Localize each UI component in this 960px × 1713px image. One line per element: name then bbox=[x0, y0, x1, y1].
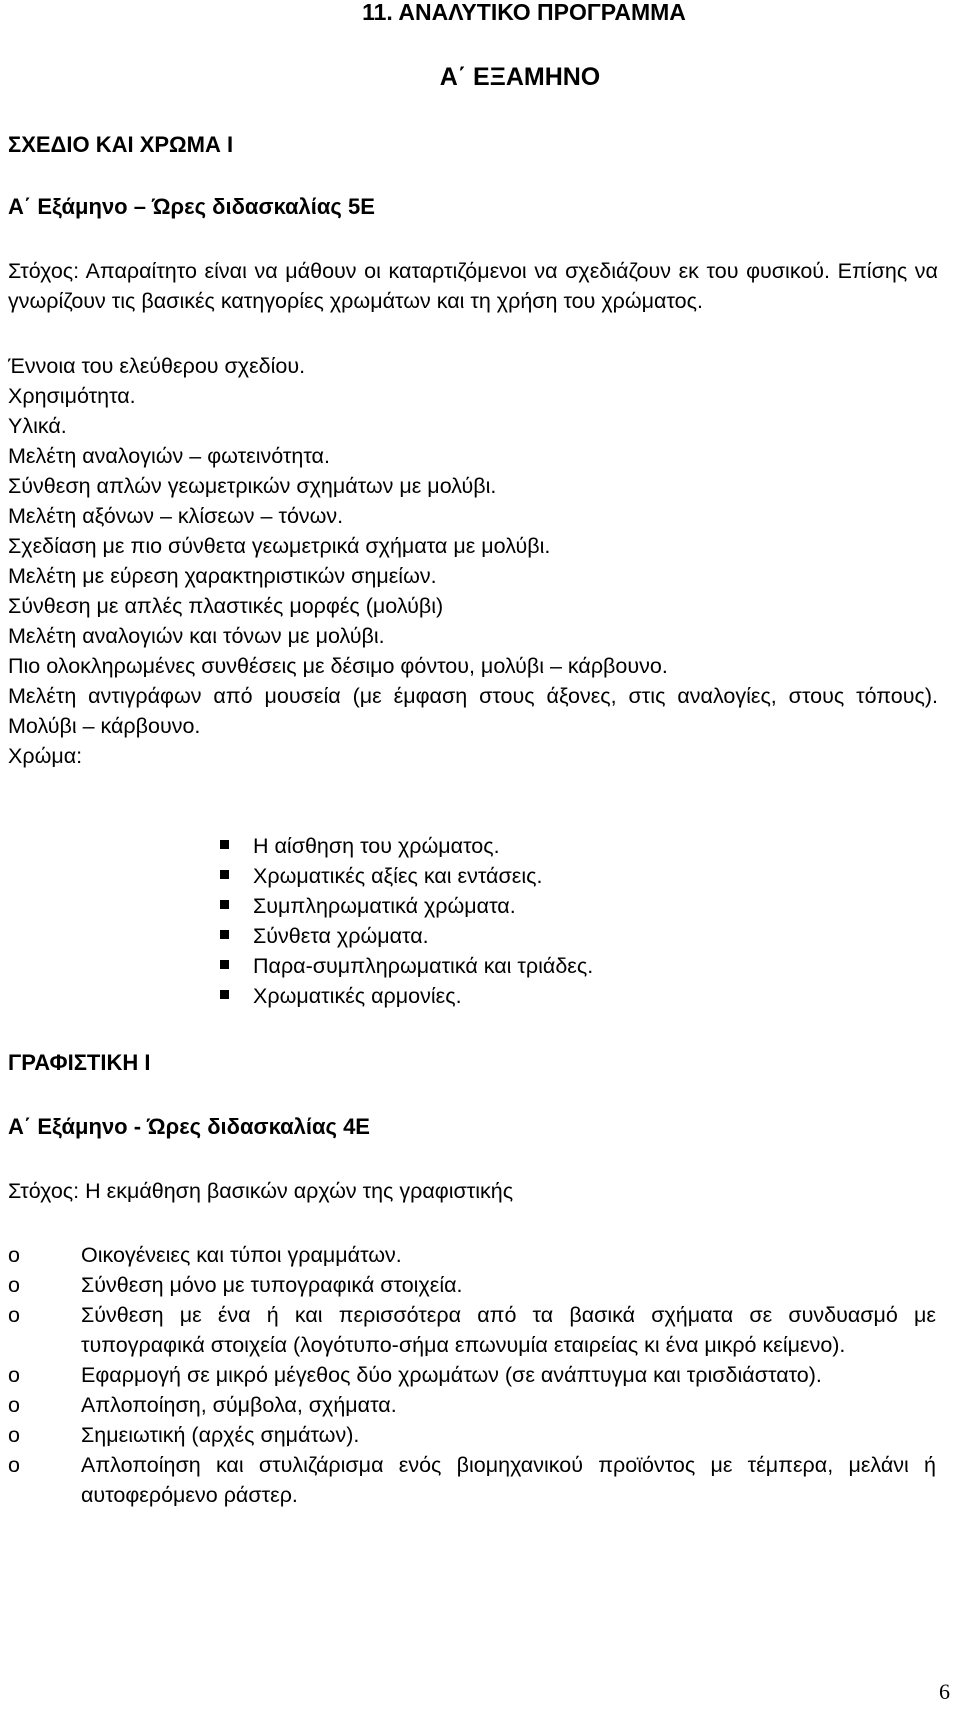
color-list bbox=[208, 831, 808, 1011]
topic-line: Πιο ολοκληρωμένες συνθέσεις με δέσιμο φόντου, μολύβι – κάρβουνο. bbox=[8, 654, 668, 678]
list-item: Χρωματικές αξίες και εντάσεις. bbox=[208, 861, 808, 891]
circle-bullet-icon: o bbox=[8, 1243, 20, 1267]
topic-line: Μελέτη αξόνων – κλίσεων – τόνων. bbox=[8, 504, 344, 528]
square-bullet-icon bbox=[220, 900, 229, 909]
square-bullet-icon bbox=[220, 960, 229, 969]
course1-hours: Α΄ Εξάμηνο – Ώρες διδασκαλίας 5Ε bbox=[8, 194, 375, 219]
circle-bullet-icon: o bbox=[8, 1273, 20, 1297]
list-item: o Σημειωτική (αρχές σημάτων). bbox=[8, 1420, 936, 1450]
list-item: o Σύνθεση με ένα ή και περισσότερα από τα βασικά σχήματα σε συνδυασμό με τυπογραφικά στοιχεία (λογότυπο-σήμα επωνυμία εταιρείας κι ένα μικρό κείμενο). bbox=[8, 1300, 936, 1360]
topic-line: Μελέτη με εύρεση χαρακτηριστικών σημείων. bbox=[8, 564, 437, 588]
course1-topics bbox=[8, 351, 938, 771]
list-item: o Σύνθεση μόνο με τυπογραφικά στοιχεία. bbox=[8, 1270, 936, 1300]
circle-bullet-icon: o bbox=[8, 1393, 20, 1417]
list-item: Σύνθετα χρώματα. bbox=[208, 921, 808, 951]
list-item: o Απλοποίηση, σύμβολα, σχήματα. bbox=[8, 1390, 936, 1420]
list-item: o Απλοποίηση και στυλιζάρισμα ενός βιομηχανικού προϊόντος με τέμπερα, μελάνι ή αυτοφερόμενο ράστερ. bbox=[8, 1450, 936, 1510]
square-bullet-icon bbox=[220, 990, 229, 999]
circle-bullet-icon: o bbox=[8, 1303, 20, 1327]
course2-hours: Α΄ Εξάμηνο - Ώρες διδασκαλίας 4Ε bbox=[8, 1114, 370, 1139]
topic-line: Σχεδίαση με πιο σύνθετα γεωμετρικά σχήματα με μολύβι. bbox=[8, 534, 551, 558]
topic-line: Έννοια του ελεύθερου σχεδίου. bbox=[8, 354, 306, 378]
topic-line: Μελέτη αναλογιών – φωτεινότητα. bbox=[8, 444, 330, 468]
topic-line: Χρησιμότητα. bbox=[8, 384, 136, 408]
list-item: Συμπληρωματικά χρώματα. bbox=[208, 891, 808, 921]
topic-long: Μελέτη αντιγράφων από μουσεία (με έμφαση στους άξονες, στις αναλογίες, στους τόπους). Μολύβι – κάρβουνο. bbox=[8, 684, 938, 738]
list-item: o Οικογένειες και τύποι γραμμάτων. bbox=[8, 1240, 936, 1270]
semester-title: Α΄ ΕΞΑΜΗΝΟ bbox=[439, 63, 601, 91]
square-bullet-icon bbox=[220, 930, 229, 939]
course2-goal: Στόχος: Η εκμάθηση βασικών αρχών της γραφιστικής bbox=[8, 1179, 514, 1203]
square-bullet-icon bbox=[220, 840, 229, 849]
course2-list bbox=[8, 1240, 936, 1510]
circle-bullet-icon: o bbox=[8, 1363, 20, 1387]
list-item: o Εφαρμογή σε μικρό μέγεθος δύο χρωμάτων (σε ανάπτυγμα και τρισδιάστατο). bbox=[8, 1360, 936, 1390]
topic-line: Μελέτη αναλογιών και τόνων με μολύβι. bbox=[8, 624, 385, 648]
course2-title: ΓΡΑΦΙΣΤΙΚΗ Ι bbox=[8, 1050, 151, 1075]
color-label: Χρώμα: bbox=[8, 744, 83, 768]
course1-title: ΣΧΕΔΙΟ ΚΑΙ ΧΡΩΜΑ Ι bbox=[8, 132, 234, 157]
topic-line: Υλικά. bbox=[8, 414, 67, 438]
page-number: 6 bbox=[939, 1679, 950, 1704]
list-item: Χρωματικές αρμονίες. bbox=[208, 981, 808, 1011]
list-item: Παρα-συμπληρωματικά και τριάδες. bbox=[208, 951, 808, 981]
circle-bullet-icon: o bbox=[8, 1423, 20, 1447]
course1-goal: Στόχος: Απαραίτητο είναι να μάθουν οι καταρτιζόμενοι να σχεδιάζουν εκ του φυσικού. Επίσης να γνωρίζουν τις βασικές κατηγορίες χρωμάτων και τη χρήση του χρώματος. bbox=[8, 259, 938, 313]
chapter-title: 11. ΑΝΑΛΥΤΙΚΟ ΠΡΟΓΡΑΜΜΑ bbox=[362, 0, 686, 25]
square-bullet-icon bbox=[220, 870, 229, 879]
topic-line: Σύνθεση απλών γεωμετρικών σχημάτων με μολύβι. bbox=[8, 474, 497, 498]
topic-line: Σύνθεση με απλές πλαστικές μορφές (μολύβι) bbox=[8, 594, 444, 618]
circle-bullet-icon: o bbox=[8, 1453, 20, 1477]
list-item: Η αίσθηση του χρώματος. bbox=[208, 831, 808, 861]
